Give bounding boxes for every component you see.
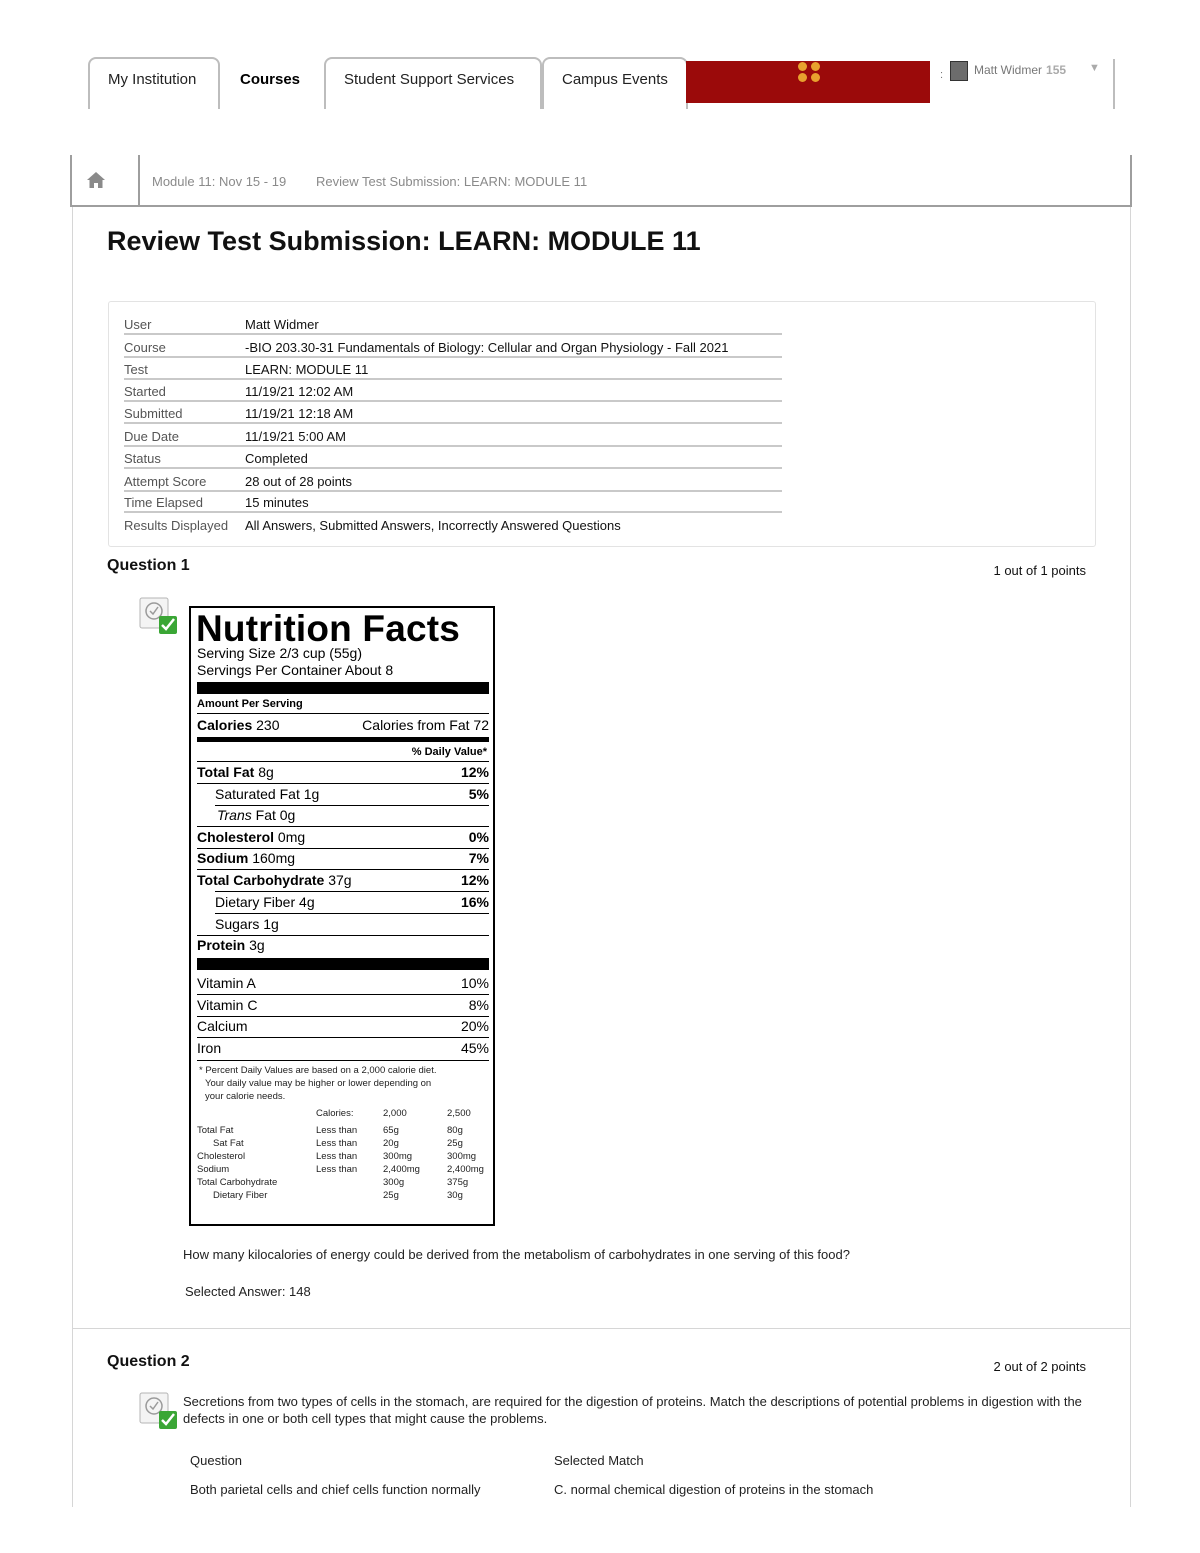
detail-value: 28 out of 28 points <box>245 474 352 489</box>
table-cell: 300mg <box>447 1151 477 1162</box>
detail-row <box>124 358 782 380</box>
vitamin-name: Vitamin A <box>197 975 256 991</box>
user-name[interactable] <box>974 63 1066 77</box>
table-cell: 65g <box>383 1125 399 1136</box>
divider <box>197 713 489 714</box>
detail-value: Completed <box>245 451 308 466</box>
divider <box>197 761 489 762</box>
nutrient-name: Total Fat <box>197 764 255 780</box>
detail-value: 11/19/21 12:02 AM <box>245 384 354 399</box>
column-header-selected-match: Selected Match <box>554 1453 644 1468</box>
nutrient-dv: 16% <box>460 894 489 910</box>
table-cell: 300g <box>383 1177 405 1188</box>
nutrient-amount: Fat 0g <box>255 807 296 823</box>
footnote-line: * Percent Daily Values are based on a 2,000 calorie diet. <box>199 1065 437 1076</box>
table-cell: 2,400mg <box>447 1164 484 1175</box>
calories-label <box>197 717 280 733</box>
detail-label: Submitted <box>124 406 183 421</box>
table-header: 2,000 <box>383 1108 407 1119</box>
separator: : <box>940 69 944 81</box>
divider <box>215 913 489 914</box>
breadcrumb-current: Review Test Submission: LEARN: MODULE 11 <box>316 174 588 189</box>
daily-value-header: % Daily Value* <box>411 746 487 758</box>
tab-label: Courses <box>240 71 301 88</box>
calories-label-text: Calories <box>197 717 253 733</box>
detail-row <box>124 380 782 402</box>
detail-label: Results Displayed <box>124 518 229 533</box>
detail-row <box>124 425 782 447</box>
notification-count: 155 <box>1046 63 1067 77</box>
question-1-selected-answer: Selected Answer: 148 <box>185 1284 311 1299</box>
home-icon <box>86 171 106 189</box>
footnote-line: your calorie needs. <box>205 1091 286 1102</box>
breadcrumb <box>70 155 1132 207</box>
detail-label: Test <box>124 362 148 377</box>
nutrient-row <box>197 828 489 848</box>
detail-value: Matt Widmer <box>245 317 319 332</box>
nutrient-amount: 1g <box>303 786 320 802</box>
detail-value: 15 minutes <box>245 495 309 510</box>
detail-value: -BIO 203.30-31 Fundamentals of Biology: Cellular and Organ Physiology - Fall 2021 <box>245 340 729 355</box>
vitamin-dv: 20% <box>460 1018 489 1034</box>
table-cell: Total Carbohydrate <box>197 1177 278 1188</box>
correct-check-icon <box>139 1392 179 1430</box>
vitamin-name: Vitamin C <box>197 997 258 1013</box>
table-cell: Dietary Fiber <box>213 1190 268 1201</box>
match-question: Both parietal cells and chief cells function normally <box>190 1482 481 1497</box>
nutrient-name: Saturated Fat <box>215 786 300 802</box>
brand-logo-icon <box>798 61 822 83</box>
servings-per-container: Servings Per Container About 8 <box>197 662 394 678</box>
column-header-question: Question <box>190 1453 243 1468</box>
table-cell: 2,400mg <box>383 1164 420 1175</box>
divider <box>197 737 489 742</box>
question-2-title: Question 2 <box>107 1353 190 1370</box>
tab-label: Campus Events <box>562 71 668 88</box>
nutrient-name: Total Carbohydrate <box>197 872 325 888</box>
detail-value: 11/19/21 5:00 AM <box>245 429 346 444</box>
vitamin-row <box>197 996 489 1016</box>
user-name-text: Matt Widmer <box>974 63 1043 77</box>
divider <box>197 994 489 995</box>
calories-from-fat: Calories from Fat 72 <box>362 717 489 733</box>
divider <box>197 1037 489 1038</box>
table-cell: 375g <box>447 1177 469 1188</box>
correct-check-icon <box>139 597 179 635</box>
match-answer: C. normal chemical digestion of proteins in the stomach <box>554 1482 874 1497</box>
detail-value: LEARN: MODULE 11 <box>245 362 369 377</box>
divider <box>197 682 489 694</box>
avatar <box>950 61 968 81</box>
vitamin-dv: 8% <box>468 997 489 1013</box>
detail-label: Attempt Score <box>124 474 207 489</box>
detail-row <box>124 514 782 536</box>
vitamin-dv: 10% <box>460 975 489 991</box>
nutrient-amount: 3g <box>249 937 265 953</box>
nutrient-amount: 1g <box>263 916 279 932</box>
home-button[interactable] <box>72 155 140 205</box>
nutrient-dv: 5% <box>468 786 489 802</box>
question-2-text: Secretions from two types of cells in the stomach, are required for the digestion of proteins. Match the descriptions of potential problems in digestion with the defects in one or both cell types that might cause the problems. <box>183 1394 1082 1426</box>
page-title: Review Test Submission: LEARN: MODULE 11 <box>107 226 701 256</box>
chevron-down-icon[interactable]: ▼ <box>1089 62 1100 74</box>
nutrition-title: Nutrition Facts <box>196 608 461 649</box>
table-header: 2,500 <box>447 1108 471 1119</box>
tab-courses[interactable] <box>220 57 324 109</box>
nutrient-amount: 0mg <box>277 829 306 845</box>
table-cell: Sodium <box>197 1164 230 1175</box>
divider <box>197 783 489 784</box>
question-1-title: Question 1 <box>107 557 190 574</box>
vitamin-dv: 45% <box>460 1040 489 1056</box>
nutrition-facts-label <box>189 606 495 1226</box>
vitamin-row <box>197 1017 489 1037</box>
question-1-text: How many kilocalories of energy could be derived from the metabolism of carbohydrates in one serving of this food? <box>183 1247 850 1262</box>
nutrient-name: Cholesterol <box>197 829 275 845</box>
divider <box>197 826 489 827</box>
nutrient-dv: 12% <box>460 764 489 780</box>
user-menu[interactable] <box>940 59 1115 109</box>
question-1-points: 1 out of 1 points <box>993 563 1086 578</box>
breadcrumb-module-link[interactable]: Module 11: Nov 15 - 19 <box>152 174 287 189</box>
nutrient-name: Sodium <box>197 850 249 866</box>
calories-row <box>197 716 489 736</box>
vitamin-row <box>197 1039 489 1059</box>
detail-label: Status <box>124 451 161 466</box>
brand-banner <box>686 61 930 103</box>
table-cell: 30g <box>447 1190 463 1201</box>
nutrient-amount: 160mg <box>252 850 296 866</box>
nutrient-row <box>197 806 489 826</box>
nutrient-row <box>197 915 489 935</box>
detail-value: All Answers, Submitted Answers, Incorrectly Answered Questions <box>245 518 621 533</box>
nutrient-dv: 0% <box>468 829 489 845</box>
table-cell: Less than <box>316 1151 358 1162</box>
vitamin-name: Iron <box>197 1040 222 1056</box>
detail-label: Started <box>124 384 166 399</box>
nutrient-name: Dietary Fiber <box>215 894 296 910</box>
nutrient-row <box>197 763 489 783</box>
detail-row <box>124 447 782 469</box>
detail-row <box>124 470 782 492</box>
nutrient-amount: 4g <box>299 894 315 910</box>
serving-size: Serving Size 2/3 cup (55g) <box>197 645 362 661</box>
table-header: Calories: <box>316 1108 354 1119</box>
table-cell: 25g <box>383 1190 399 1201</box>
detail-label: Due Date <box>124 429 179 444</box>
divider <box>197 869 489 870</box>
detail-row <box>124 402 782 424</box>
nutrient-row <box>197 893 489 913</box>
table-cell: Less than <box>316 1138 358 1149</box>
tab-student-support-services[interactable] <box>324 57 542 109</box>
table-cell: 80g <box>447 1125 463 1136</box>
amount-per-serving: Amount Per Serving <box>197 698 303 710</box>
nutrient-row <box>197 871 489 891</box>
detail-row <box>124 336 782 358</box>
nutrient-amount: 37g <box>328 872 352 888</box>
nutrient-dv: 12% <box>460 872 489 888</box>
vitamin-row <box>197 974 489 994</box>
table-cell: 25g <box>447 1138 463 1149</box>
nutrient-row <box>197 936 489 956</box>
nutrient-amount: 8g <box>258 764 274 780</box>
table-cell: 20g <box>383 1138 399 1149</box>
detail-label: User <box>124 317 152 332</box>
detail-label: Time Elapsed <box>124 495 203 510</box>
table-cell: Less than <box>316 1164 358 1175</box>
detail-row <box>124 491 782 513</box>
question-2-points: 2 out of 2 points <box>993 1359 1086 1374</box>
detail-value: 11/19/21 12:18 AM <box>245 406 354 421</box>
tab-label: My Institution <box>108 71 197 88</box>
detail-row <box>124 313 782 335</box>
divider <box>73 1328 1131 1329</box>
table-cell: Cholesterol <box>197 1151 246 1162</box>
table-cell: 300mg <box>383 1151 413 1162</box>
nutrient-row <box>197 785 489 805</box>
nutrient-dv: 7% <box>468 850 489 866</box>
calories-value: 230 <box>256 717 280 733</box>
vitamin-name: Calcium <box>197 1018 248 1034</box>
nutrient-name: Trans <box>217 807 252 823</box>
divider <box>197 958 489 970</box>
footnote-line: Your daily value may be higher or lower depending on <box>205 1078 432 1089</box>
nutrient-name: Sugars <box>215 916 260 932</box>
tab-label: Student Support Services <box>344 71 515 88</box>
tab-my-institution[interactable] <box>88 57 220 109</box>
table-cell: Sat Fat <box>213 1138 244 1149</box>
divider <box>197 1060 489 1061</box>
divider <box>215 891 489 892</box>
tab-campus-events[interactable] <box>542 57 688 109</box>
nutrient-name: Protein <box>197 937 246 953</box>
detail-label: Course <box>124 340 166 355</box>
table-cell: Less than <box>316 1125 358 1136</box>
table-cell: Total Fat <box>197 1125 234 1136</box>
nutrient-row <box>197 849 489 869</box>
